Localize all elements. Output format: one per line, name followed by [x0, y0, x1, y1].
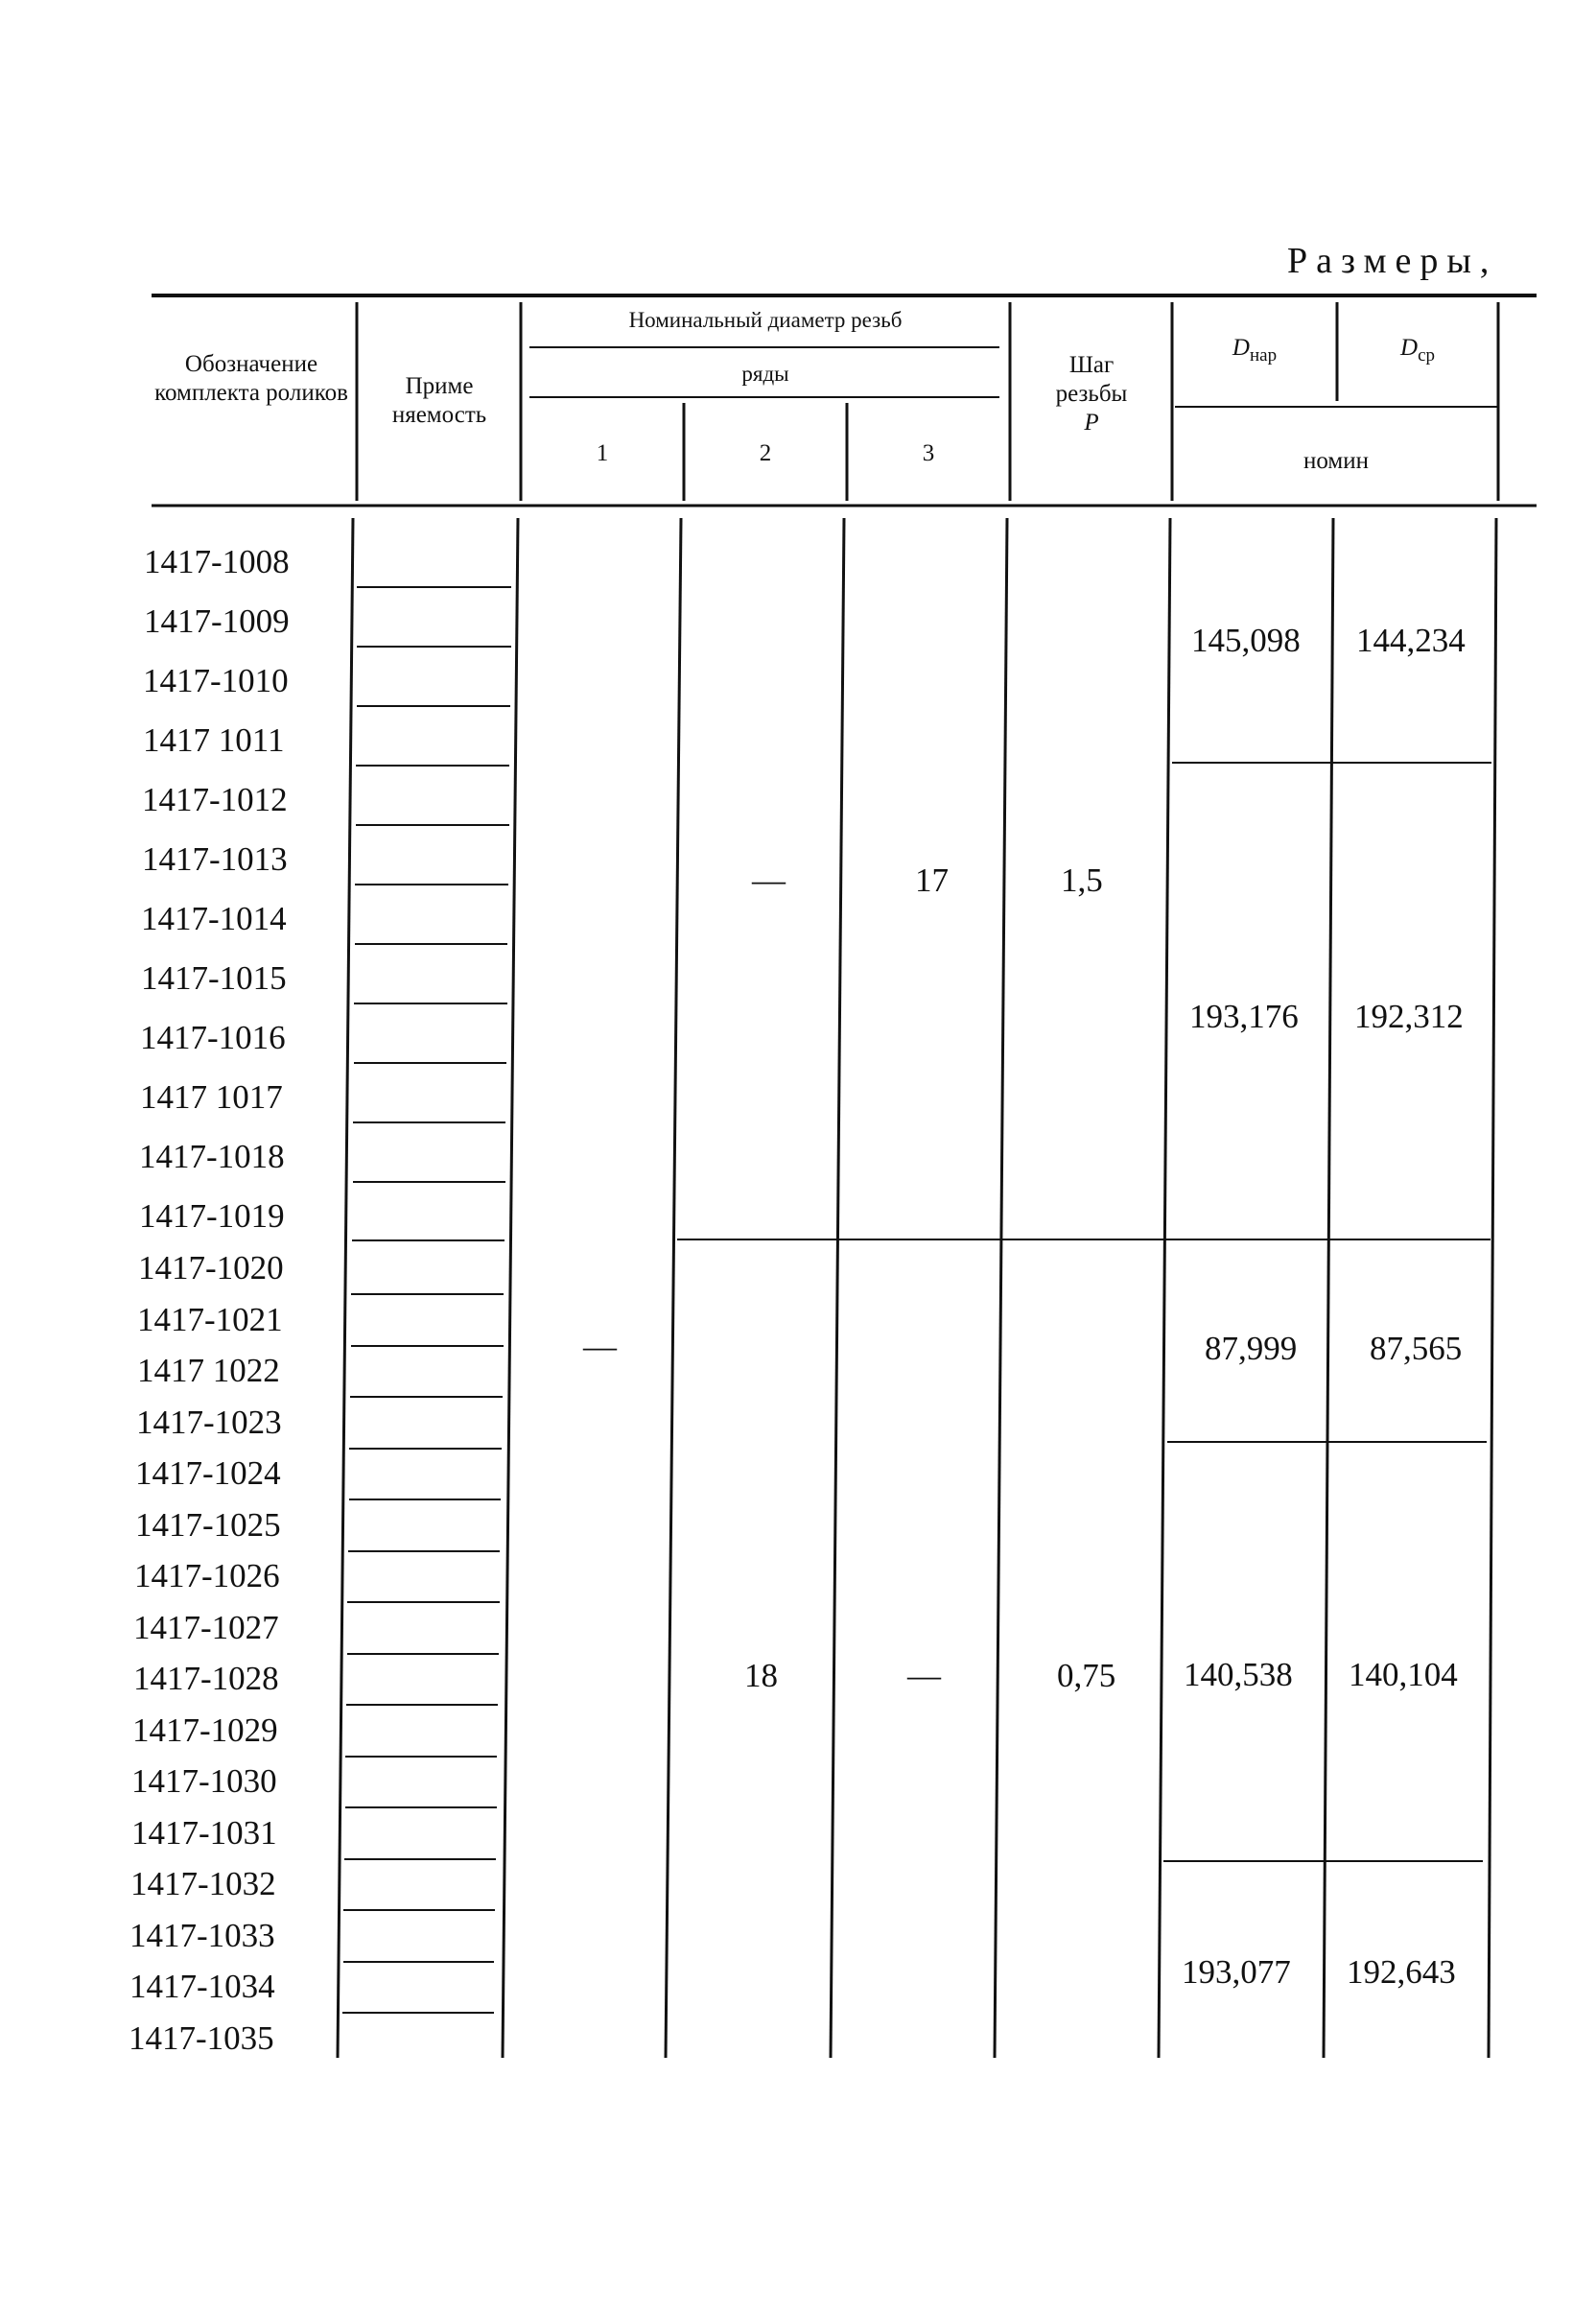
- list-item: 1417-1034: [129, 1968, 275, 2005]
- list-item: 1417-1031: [131, 1814, 277, 1852]
- d3-mid-value: 87,565: [1370, 1330, 1463, 1367]
- list-item: 1417 1022: [137, 1352, 280, 1389]
- list-item: 1417-1028: [133, 1660, 279, 1697]
- d2-outer-value: 193,176: [1189, 998, 1299, 1035]
- applicability-row-rules: [342, 587, 511, 2013]
- d3-outer-value: 87,999: [1205, 1330, 1298, 1367]
- list-item: 1417-1010: [143, 662, 289, 699]
- list-item: 1417-1020: [138, 1249, 284, 1286]
- row1-value: —: [583, 1328, 617, 1365]
- caption: Размеры,: [1287, 241, 1498, 281]
- d1-mid-value: 144,234: [1356, 622, 1466, 659]
- list-item: 1417-1033: [129, 1917, 275, 1954]
- list-item: 1417-1035: [129, 2019, 274, 2057]
- list-item: 1417-1015: [141, 959, 287, 997]
- list-item: 1417-1027: [133, 1609, 279, 1646]
- d5-outer-value: 193,077: [1182, 1953, 1291, 1991]
- list-item: 1417 1017: [140, 1078, 283, 1116]
- list-item: 1417-1026: [134, 1557, 280, 1594]
- header-d-mid: $D_{ср}$: [1400, 335, 1435, 366]
- group2-row2-value: 18: [744, 1657, 778, 1694]
- group2-row3-value: —: [907, 1657, 941, 1694]
- list-item: 1417-1018: [139, 1138, 285, 1175]
- d4-mid-value: 140,104: [1349, 1656, 1458, 1693]
- header-nominal: номин: [1303, 448, 1369, 474]
- list-item: 1417-1032: [130, 1865, 276, 1902]
- list-item: 1417-1024: [135, 1454, 281, 1492]
- header-applicability: Приме няемость: [391, 373, 487, 428]
- list-item: 1417-1014: [141, 900, 287, 937]
- d5-mid-value: 192,643: [1347, 1953, 1456, 1991]
- header-row-1: 1: [596, 440, 609, 466]
- group2-pitch-value: 0,75: [1057, 1657, 1116, 1694]
- list-item: 1417-1029: [132, 1711, 278, 1749]
- d4-outer-value: 140,538: [1184, 1656, 1293, 1693]
- header-rows: ряды: [741, 362, 789, 386]
- header-designation: Обозначение комплекта роликов: [154, 351, 348, 406]
- d1-outer-value: 145,098: [1191, 622, 1301, 659]
- list-item: 1417-1012: [142, 781, 288, 818]
- header-row-2: 2: [759, 440, 772, 466]
- group1-row2-value: —: [752, 861, 786, 899]
- list-item: 1417-1030: [131, 1762, 277, 1800]
- list-item: 1417 1011: [143, 721, 285, 759]
- header-d-outer: $D_{нар}$: [1232, 335, 1278, 366]
- group1-row3-value: 17: [915, 861, 949, 899]
- header-pitch: Шаг резьбы P: [1055, 352, 1128, 436]
- list-item: 1417-1025: [135, 1506, 281, 1544]
- list-item: 1417-1009: [144, 602, 290, 640]
- list-item: 1417-1021: [137, 1301, 283, 1338]
- header-row-3: 3: [922, 440, 935, 466]
- group1-pitch-value: 1,5: [1061, 861, 1103, 899]
- list-item: 1417-1023: [136, 1404, 282, 1441]
- list-item: 1417-1008: [144, 543, 290, 580]
- header-nominal-diameter: Номинальный диаметр резьб: [628, 308, 903, 332]
- d2-mid-value: 192,312: [1354, 998, 1464, 1035]
- list-item: 1417-1019: [139, 1197, 285, 1235]
- list-item: 1417-1016: [140, 1019, 286, 1056]
- list-item: 1417-1013: [142, 840, 288, 878]
